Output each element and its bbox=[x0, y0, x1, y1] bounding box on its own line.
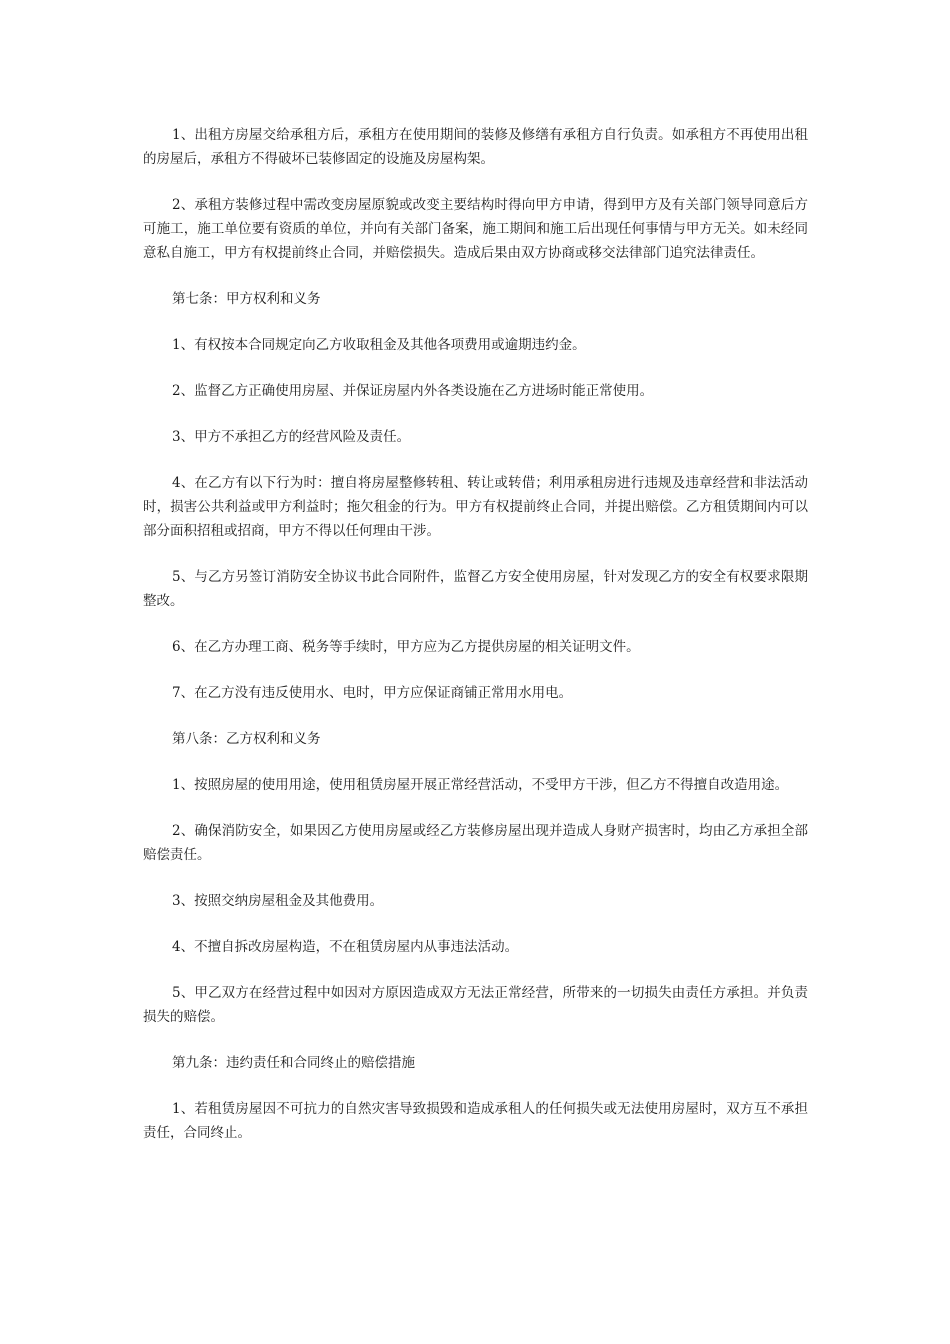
clause-6-item-2: 2、承租方装修过程中需改变房屋原貌或改变主要结构时得向甲方申请，得到甲方及有关部门领导同意后方可施工，施工单位要有资质的单位，并向有关部门备案，施工期间和施工后出现任何事情与甲方无关。如未经同意私自施工，甲方有权提前终止合同，并赔偿损失。造成后果由双方协商或移交法律部门追究法律责任。 bbox=[143, 197, 808, 261]
article-8-item-5: 5、甲乙双方在经营过程中如因对方原因造成双方无法正常经营，所带来的一切损失由责任方承担。并负责损失的赔偿。 bbox=[143, 985, 808, 1025]
article-8-item-3: 3、按照交纳房屋租金及其他费用。 bbox=[172, 893, 384, 909]
article-9-item-1: 1、若租赁房屋因不可抗力的自然灾害导致损毁和造成承租人的任何损失或无法使用房屋时，双方互不承担责任，合同终止。 bbox=[143, 1101, 808, 1141]
article-7-item-1: 1、有权按本合同规定向乙方收取租金及其他各项费用或逾期违约金。 bbox=[172, 337, 586, 353]
article-9-heading: 第九条：违约责任和合同终止的赔偿措施 bbox=[172, 1055, 415, 1071]
article-7-item-4: 4、在乙方有以下行为时：擅自将房屋整修转租、转让或转借；利用承租房进行违规及违章经营和非法活动时，损害公共利益或甲方利益时；拖欠租金的行为。甲方有权提前终止合同，并提出赔偿。乙方租赁期间内可以部分面积招租或招商，甲方不得以任何理由干涉。 bbox=[143, 475, 808, 539]
article-8-item-2: 2、确保消防安全，如果因乙方使用房屋或经乙方装修房屋出现并造成人身财产损害时，均由乙方承担全部赔偿责任。 bbox=[143, 823, 808, 863]
article-7-item-3: 3、甲方不承担乙方的经营风险及责任。 bbox=[172, 429, 411, 445]
article-8-item-1: 1、按照房屋的使用用途，使用租赁房屋开展正常经营活动，不受甲方干涉，但乙方不得擅自改造用途。 bbox=[172, 777, 789, 793]
article-8-heading: 第八条：乙方权利和义务 bbox=[172, 731, 321, 747]
article-8-item-4: 4、不擅自拆改房屋构造，不在租赁房屋内从事违法活动。 bbox=[172, 939, 519, 955]
article-7-item-6: 6、在乙方办理工商、税务等手续时，甲方应为乙方提供房屋的相关证明文件。 bbox=[172, 639, 640, 655]
article-7-heading: 第七条：甲方权利和义务 bbox=[172, 291, 321, 307]
clause-6-item-1: 1、出租方房屋交给承租方后，承租方在使用期间的装修及修缮有承租方自行负责。如承租方不再使用出租的房屋后，承租方不得破坏已装修固定的设施及房屋构架。 bbox=[143, 127, 808, 167]
article-7-item-2: 2、监督乙方正确使用房屋、并保证房屋内外各类设施在乙方进场时能正常使用。 bbox=[172, 383, 654, 399]
document-body bbox=[143, 123, 808, 1167]
article-7-item-5: 5、与乙方另签订消防安全协议书此合同附件，监督乙方安全使用房屋，针对发现乙方的安全有权要求限期整改。 bbox=[143, 569, 808, 609]
article-7-item-7: 7、在乙方没有违反使用水、电时，甲方应保证商铺正常用水用电。 bbox=[172, 685, 573, 701]
